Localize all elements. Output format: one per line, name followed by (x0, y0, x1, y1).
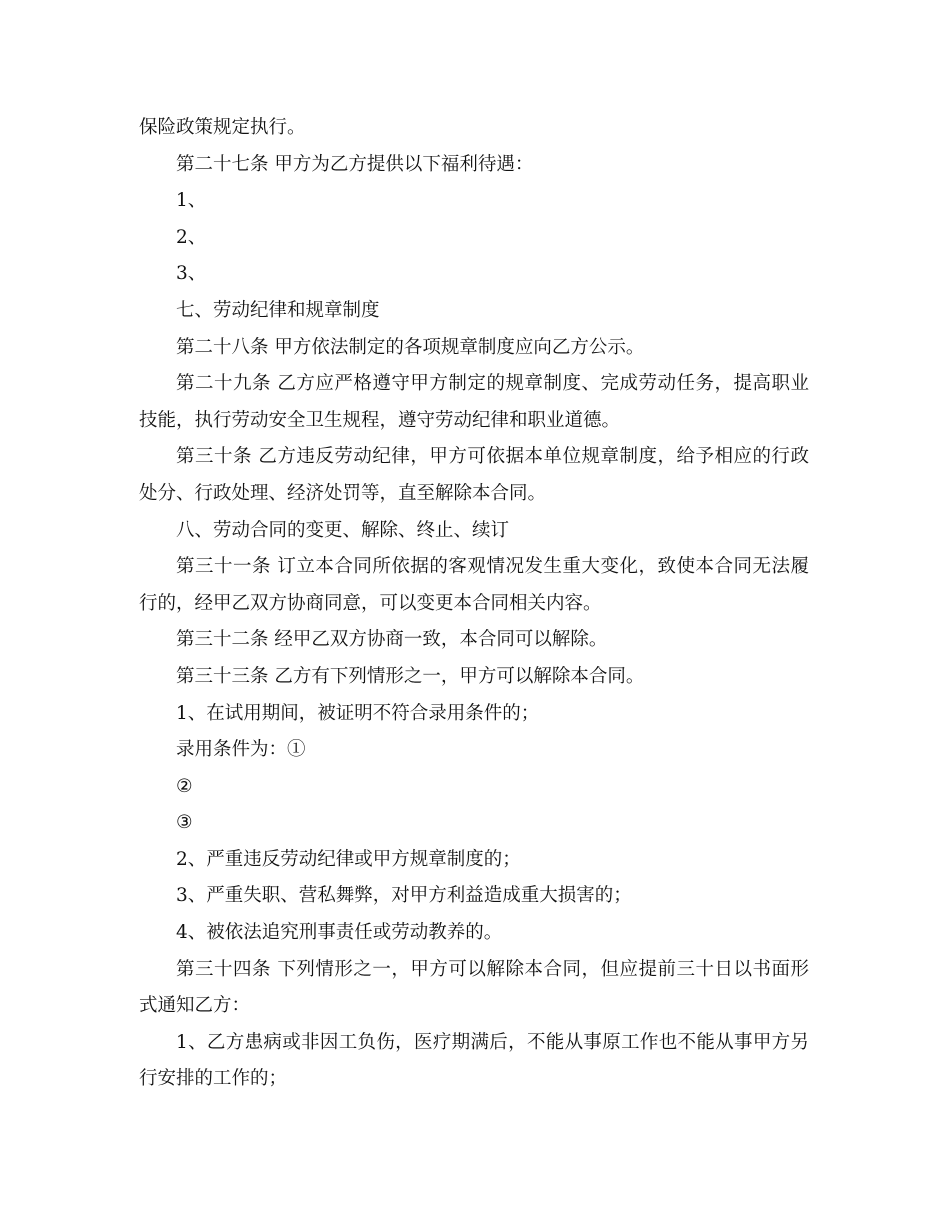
article-34-item-1: 1、乙方患病或非因工负伤，医疗期满后，不能从事原工作也不能从事甲方另行安排的工作的； (139, 1031, 809, 1090)
hiring-conditions-2: ② (176, 775, 193, 797)
article-33-item-4: 4、被依法追究刑事责任或劳动教养的。 (176, 922, 503, 944)
paragraph-continuation: 保险政策规定执行。 (139, 117, 306, 138)
article-33-item-2: 2、严重违反劳动纪律或甲方规章制度的； (176, 848, 521, 870)
document-body (139, 110, 809, 1098)
section-heading-8: 八、劳动合同的变更、解除、终止、续订 (176, 519, 510, 541)
benefit-item-1: 1、 (176, 190, 207, 212)
hiring-conditions-3: ③ (176, 812, 193, 834)
article-33-item-3: 3、严重失职、营私舞弊，对甲方利益造成重大损害的； (176, 885, 632, 907)
article-27: 第二十七条 甲方为乙方提供以下福利待遇： (176, 153, 534, 175)
article-33: 第三十三条 乙方有下列情形之一，甲方可以解除本合同。 (176, 665, 645, 687)
benefit-item-2: 2、 (176, 226, 207, 248)
article-29: 第二十九条 乙方应严格遵守甲方制定的规章制度、完成劳动任务，提高职业技能，执行劳动安全卫生规程，遵守劳动纪律和职业道德。 (139, 373, 809, 431)
hiring-conditions-1: 录用条件为：① (176, 739, 306, 761)
article-33-item-1: 1、在试用期间，被证明不符合录用条件的； (176, 702, 540, 724)
article-31: 第三十一条 订立本合同所依据的客观情况发生重大变化，致使本合同无法履行的，经甲乙双方协商同意，可以变更本合同相关内容。 (139, 556, 809, 614)
article-28: 第二十八条 甲方依法制定的各项规章制度应向乙方公示。 (176, 336, 645, 358)
section-heading-7: 七、劳动纪律和规章制度 (176, 299, 380, 321)
article-30: 第三十条 乙方违反劳动纪律，甲方可依据本单位规章制度，给予相应的行政处分、行政处理、经济处罚等，直至解除本合同。 (139, 446, 809, 504)
benefit-item-3: 3、 (176, 263, 207, 285)
article-32: 第三十二条 经甲乙双方协商一致，本合同可以解除。 (176, 629, 608, 651)
article-34: 第三十四条 下列情形之一，甲方可以解除本合同，但应提前三十日以书面形式通知乙方： (139, 958, 809, 1017)
